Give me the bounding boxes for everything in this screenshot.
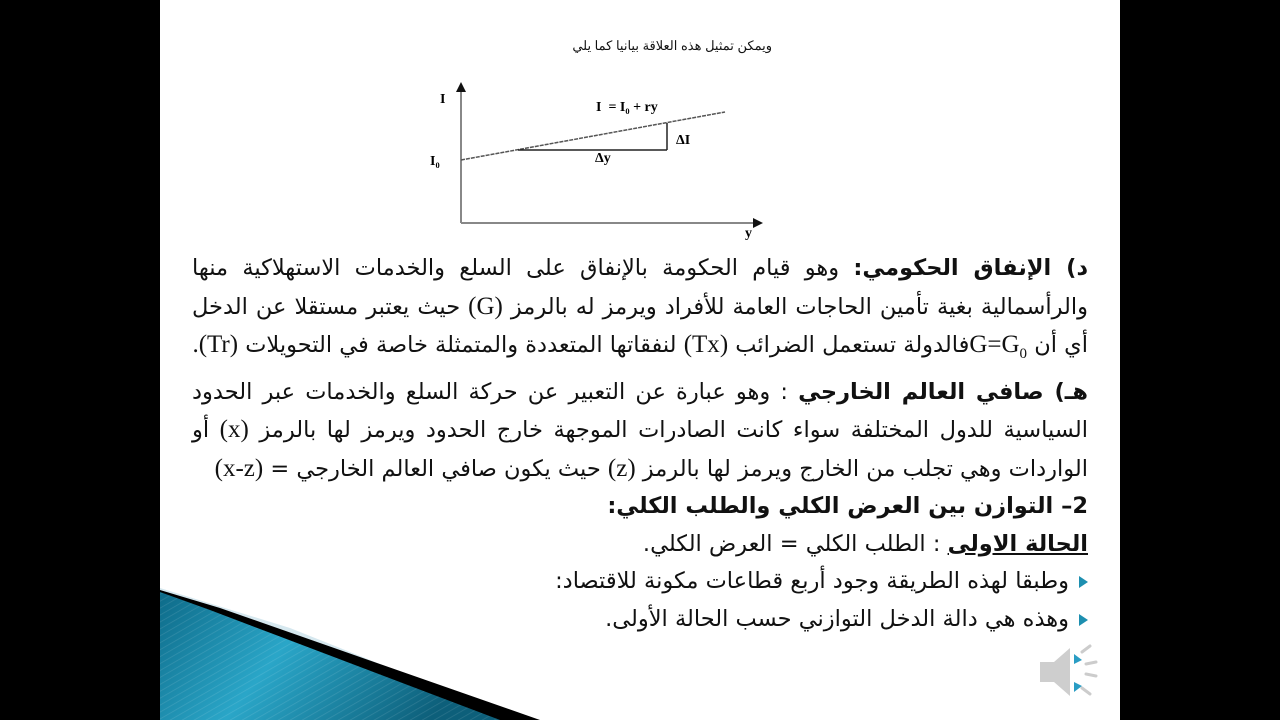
symbol-x-minus-z: (x-z) (214, 454, 264, 482)
heading-net-foreign: هـ) صافي العالم الخارجي (798, 378, 1089, 405)
bullet-arrow-icon (1079, 614, 1088, 626)
symbol-tr: (Tr). (192, 331, 239, 358)
text: فالدولة تستعمل الضرائب (728, 332, 970, 358)
bullet-arrow-icon (1079, 576, 1088, 588)
delta-i-label: ΔI (676, 133, 691, 148)
text: أو الواردات وهي تجلب من الخارج ويرمز لها بالرمز (192, 417, 1088, 482)
text: حيث يكون صافي العالم الخارجي = (263, 455, 608, 482)
equation-g (969, 331, 1028, 362)
case-one (192, 526, 1088, 564)
delta-y-label: Δy (595, 151, 611, 166)
investment-function-diagram (420, 80, 780, 250)
bullet-item (192, 563, 1088, 601)
diagram-caption: ويمكن تمثيل هذه العلاقة بيانيا كما يلي (572, 38, 772, 53)
text: لنفقاتها المتعددة والمتمثلة خاصة في التحويلات (238, 332, 684, 358)
equation-label: I = I₀ + ry (596, 100, 658, 115)
symbol-tx: (Tx) (683, 331, 729, 358)
heading-government-spending: د) الإنفاق الحكومي: (853, 255, 1088, 281)
case-one-text: : الطلب الكلي = العرض الكلي. (642, 530, 948, 557)
text: : وهو عبارة عن التعبير عن حركة السلع والخدمات عبر الحدود السياسية للدول المختلفة سواء كانت الصادرات الموجهة خارج الحدود ويرمز لها بالرمز (192, 378, 1088, 443)
speaker-audio-icon[interactable] (1036, 642, 1106, 702)
symbol-x: (x) (219, 416, 249, 443)
section-net-foreign (192, 374, 1088, 489)
bullet-item (192, 601, 1088, 639)
case-one-label: الحالة الاولى (947, 530, 1088, 557)
equation-g-subscript: 0 (1019, 346, 1028, 362)
heading-equilibrium: 2– التوازن بين العرض الكلي والطلب الكلي: (607, 493, 1088, 519)
x-axis-label: y (745, 226, 752, 241)
equation-g-text: G=G (969, 331, 1020, 358)
y-axis-label: I (440, 92, 446, 107)
symbol-g: (G) (468, 292, 503, 320)
slide (160, 0, 1120, 720)
bullet-text: وهذه هي دالة الدخل التوازني حسب الحالة الأولى. (605, 605, 1069, 632)
text: وهو قيام الحكومة بالإنفاق على السلع والخدمات الاستهلاكية منها والرأسمالية بغية تأمين الحاجات العامة للأفراد ويرمز له بالرمز (192, 255, 1088, 320)
symbol-z: (z) (607, 454, 636, 482)
bullet-text: وطبقا لهذه الطريقة وجود أربع قطاعات مكونة للاقتصاد: (555, 568, 1069, 594)
text: حيث يعتبر مستقلا عن الدخل أي أن (192, 293, 1088, 358)
slide-body-text (192, 250, 1088, 638)
intercept-label: I₀ (430, 154, 440, 169)
section-government-spending (192, 250, 1088, 374)
